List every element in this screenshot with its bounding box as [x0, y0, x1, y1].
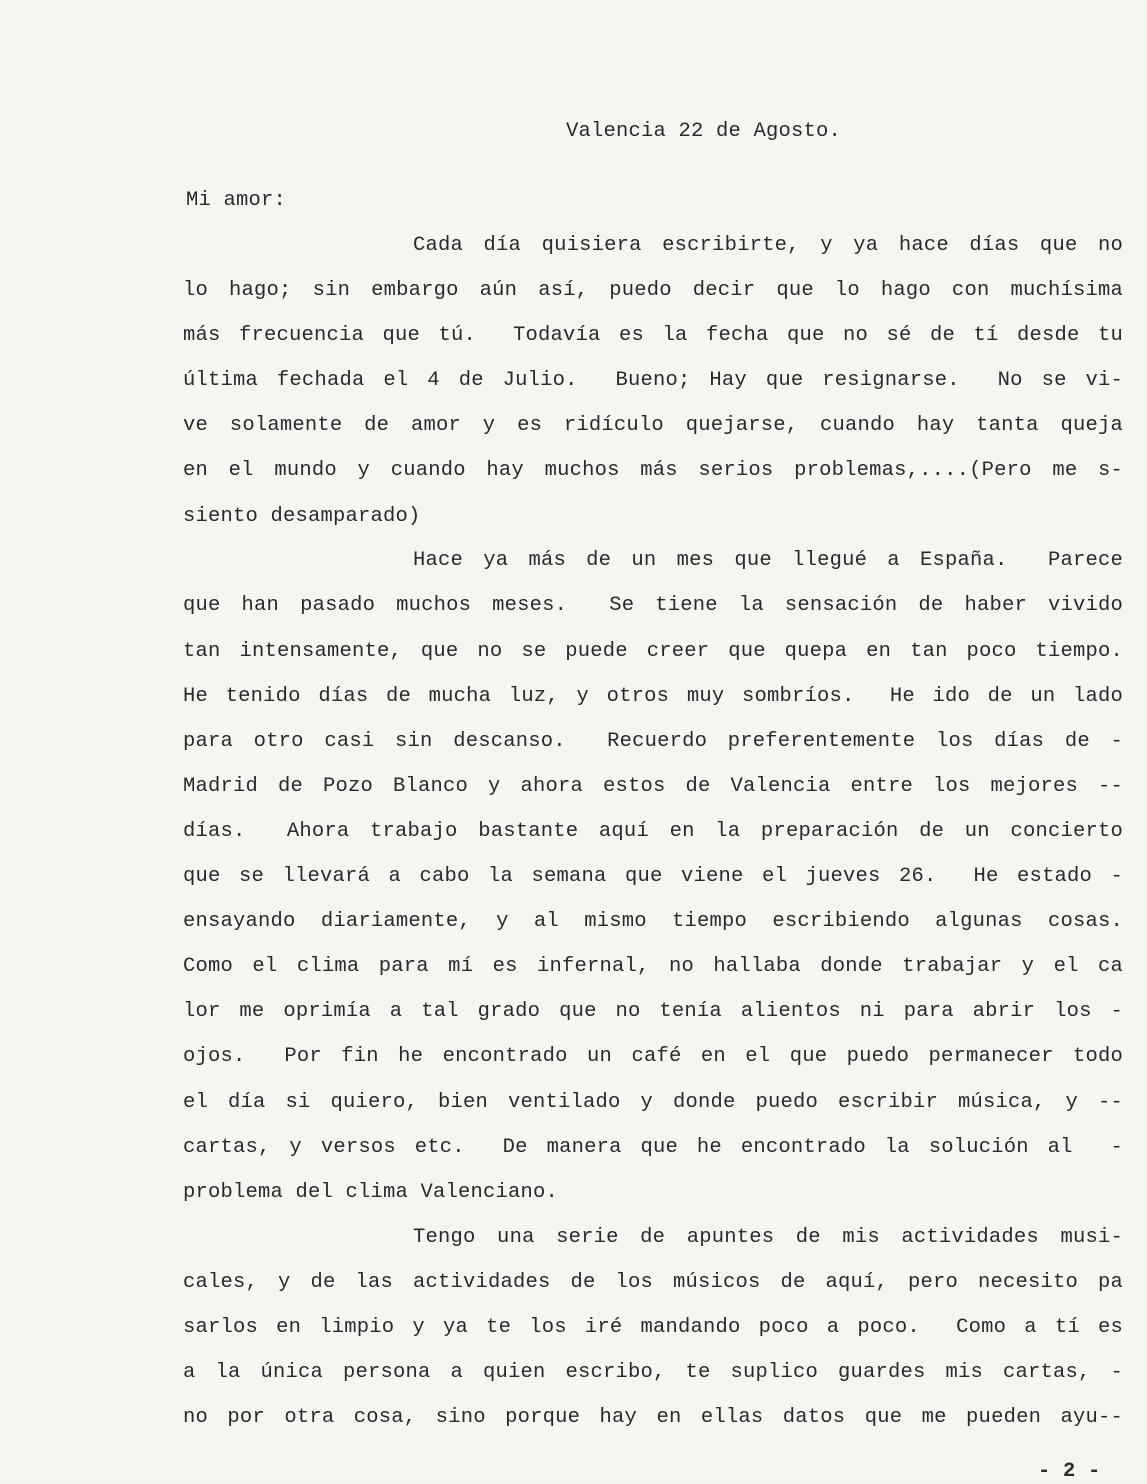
text-line: días. Ahora trabajo bastante aquí en la preparación de un concierto: [183, 820, 1123, 843]
text-line: el día si quiero, bien ventilado y donde puedo escribir música, y --: [183, 1091, 1123, 1114]
text-line: última fechada el 4 de Julio. Bueno; Hay que resignarse. No se vi-: [183, 369, 1123, 392]
text-line: Como el clima para mí es infernal, no hallaba donde trabajar y el ca: [183, 955, 1123, 978]
text-line: problema del clima Valenciano.: [183, 1181, 559, 1204]
text-line: ve solamente de amor y es ridículo quejarse, cuando hay tanta queja: [183, 414, 1123, 437]
salutation: Mi amor:: [186, 189, 287, 212]
text-line: ojos. Por fin he encontrado un café en el que puedo permanecer todo: [183, 1045, 1123, 1068]
text-line: en el mundo y cuando hay muchos más serios problemas,....(Pero me s-: [183, 459, 1123, 482]
text-line: lor me oprimía a tal grado que no tenía alientos ni para abrir los -: [183, 1000, 1123, 1023]
text-line: Hace ya más de un mes que llegué a España. Parece: [413, 549, 1123, 572]
text-line: lo hago; sin embargo aún así, puedo decir que lo hago con muchísima: [183, 279, 1123, 302]
text-line: Cada día quisiera escribirte, y ya hace días que no: [413, 234, 1123, 257]
text-line: siento desamparado): [183, 505, 421, 528]
text-line: no por otra cosa, sino porque hay en ellas datos que me pueden ayu--: [183, 1406, 1123, 1429]
text-line: cartas, y versos etc. De manera que he encontrado la solución al -: [183, 1136, 1123, 1159]
text-line: para otro casi sin descanso. Recuerdo preferentemente los días de -: [183, 730, 1123, 753]
text-line: cales, y de las actividades de los músicos de aquí, pero necesito pa: [183, 1271, 1123, 1294]
text-line: que han pasado muchos meses. Se tiene la sensación de haber vivido: [183, 594, 1123, 617]
dateline: Valencia 22 de Agosto.: [566, 120, 842, 143]
text-line: Tengo una serie de apuntes de mis actividades musi-: [413, 1226, 1123, 1249]
text-line: sarlos en limpio y ya te los iré mandando poco a poco. Como a tí es: [183, 1316, 1123, 1339]
text-line: tan intensamente, que no se puede creer que quepa en tan poco tiempo.: [183, 640, 1123, 663]
text-line: He tenido días de mucha luz, y otros muy sombríos. He ido de un lado: [183, 685, 1123, 708]
text-line: Madrid de Pozo Blanco y ahora estos de Valencia entre los mejores --: [183, 775, 1123, 798]
text-line: a la única persona a quien escribo, te suplico guardes mis cartas, -: [183, 1361, 1123, 1384]
text-line: que se llevará a cabo la semana que viene el jueves 26. He estado -: [183, 865, 1123, 888]
text-line: ensayando diariamente, y al mismo tiempo escribiendo algunas cosas.: [183, 910, 1123, 933]
page-number: - 2 -: [1038, 1460, 1101, 1483]
text-line: más frecuencia que tú. Todavía es la fecha que no sé de tí desde tu: [183, 324, 1123, 347]
